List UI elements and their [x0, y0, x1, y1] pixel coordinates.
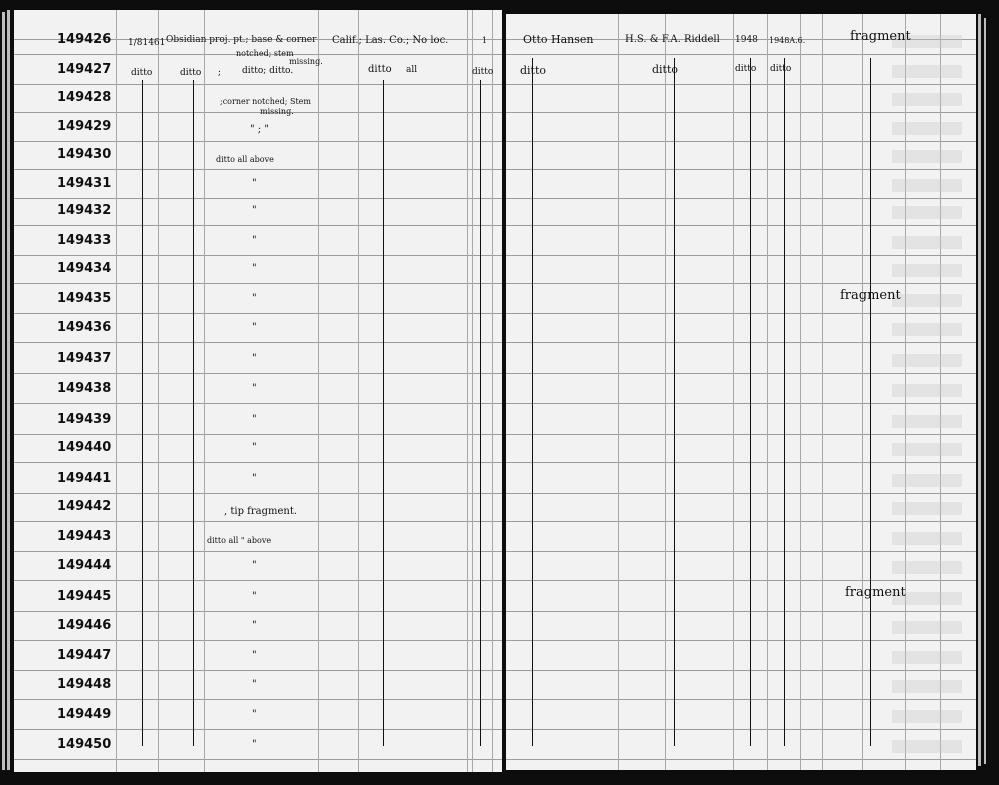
remarks: fragment	[845, 585, 906, 600]
bleed-through-mark	[892, 740, 962, 753]
column-rule	[733, 14, 734, 770]
column-rule	[318, 10, 319, 772]
bleed-through-mark	[892, 122, 962, 135]
row-rule	[14, 283, 502, 284]
bleed-through-mark	[892, 680, 962, 693]
quantity: ditto	[472, 67, 494, 77]
ditto-stroke	[532, 58, 533, 746]
ditto-mark: "	[252, 560, 257, 571]
column-rule	[116, 10, 117, 772]
catalog-number: 149445	[57, 589, 112, 604]
object-description: " ; "	[250, 124, 269, 135]
ditto-mark: "	[252, 293, 257, 304]
object-description: ditto all " above	[207, 536, 272, 545]
right-page-edge	[984, 18, 986, 764]
right-page-edge	[978, 14, 981, 766]
catalog-number: 149443	[57, 529, 112, 544]
bleed-through-mark	[892, 294, 962, 307]
object-description: , tip fragment.	[224, 506, 298, 517]
bleed-through-mark	[892, 651, 962, 664]
bleed-through-mark	[892, 93, 962, 106]
row-rule	[14, 434, 502, 435]
ditto-stroke	[193, 80, 194, 746]
object-description: ;	[218, 68, 222, 78]
catalog-number: 149449	[57, 707, 112, 722]
column-rule	[358, 10, 359, 772]
left-page-edge	[2, 12, 5, 770]
catalog-number: 149446	[57, 618, 112, 633]
row-rule	[14, 729, 502, 730]
quantity: 1	[482, 36, 488, 45]
row-rule	[14, 493, 502, 494]
catalog-number: 149437	[57, 351, 112, 366]
remarks: fragment	[840, 288, 901, 303]
locality: Calif.; Las. Co.; No loc.	[332, 35, 449, 46]
catalog-number: 149441	[57, 471, 112, 486]
catalog-number: 149436	[57, 320, 112, 335]
ditto-stroke	[674, 58, 675, 746]
bleed-through-mark	[892, 474, 962, 487]
donor: ditto	[652, 63, 679, 76]
row-rule	[14, 313, 502, 314]
remarks: fragment	[850, 29, 911, 44]
row-rule	[14, 551, 502, 552]
ditto-mark: "	[252, 650, 257, 661]
object-description: ;corner notched; Stem	[220, 97, 311, 106]
catalog-number: 149442	[57, 499, 112, 514]
catalog-number: 149427	[57, 62, 112, 77]
column-rule	[158, 10, 159, 772]
column-rule	[204, 10, 205, 772]
right-page	[506, 14, 976, 770]
catalog-number: 149444	[57, 558, 112, 573]
catalog-number: 149433	[57, 233, 112, 248]
ditto-mark: "	[252, 353, 257, 364]
object-description: ditto; ditto.	[242, 66, 294, 76]
catalog-number: 149429	[57, 119, 112, 134]
row-rule	[14, 225, 502, 226]
bleed-through-mark	[892, 502, 962, 515]
bleed-through-mark	[892, 150, 962, 163]
catalog-number: 149430	[57, 147, 112, 162]
left-page-edge	[7, 10, 10, 770]
catalog-number: 149438	[57, 381, 112, 396]
ditto-stroke	[480, 80, 481, 746]
row-rule	[14, 403, 502, 404]
bleed-through-mark	[892, 236, 962, 249]
ditto-stroke	[383, 80, 384, 746]
row-rule	[14, 521, 502, 522]
row-rule	[14, 198, 502, 199]
ditto-stroke	[142, 80, 143, 746]
row-rule	[14, 112, 502, 113]
ditto-mark: "	[252, 205, 257, 216]
collector: Otto Hansen	[523, 33, 594, 46]
accession-number: 1/81461	[128, 38, 166, 48]
ditto-stroke	[784, 58, 785, 746]
ditto-mark: "	[252, 679, 257, 690]
bleed-through-mark	[892, 323, 962, 336]
column-rule	[472, 10, 473, 772]
row-rule	[14, 699, 502, 700]
bleed-through-mark	[892, 621, 962, 634]
column-rule	[862, 14, 863, 770]
catalog-number: 149440	[57, 440, 112, 455]
column-rule	[822, 14, 823, 770]
column-rule	[767, 14, 768, 770]
column-rule	[492, 10, 493, 772]
bleed-through-mark	[892, 561, 962, 574]
donor: H.S. & F.A. Riddell	[625, 34, 720, 45]
column-rule	[800, 14, 801, 770]
ditto-stroke	[870, 58, 871, 746]
bleed-through-mark	[892, 532, 962, 545]
locality: ditto	[368, 64, 392, 75]
row-rule	[14, 373, 502, 374]
column-rule	[618, 14, 619, 770]
column-rule	[467, 10, 468, 772]
object-description: ditto all above	[216, 155, 274, 164]
accession-code: 1948A.6.	[769, 36, 806, 45]
row-rule	[14, 759, 502, 760]
catalog-number: 149432	[57, 203, 112, 218]
bleed-through-mark	[892, 415, 962, 428]
catalog-number: 149450	[57, 737, 112, 752]
bleed-through-mark	[892, 206, 962, 219]
bleed-through-mark	[892, 264, 962, 277]
bleed-through-mark	[892, 354, 962, 367]
catalog-number: 149435	[57, 291, 112, 306]
catalog-number: 149439	[57, 412, 112, 427]
catalog-number: 149431	[57, 176, 112, 191]
ditto-mark: "	[252, 383, 257, 394]
year: 1948	[735, 35, 758, 45]
object-description: missing.	[260, 107, 294, 116]
ditto-mark: "	[252, 709, 257, 720]
row-rule	[14, 169, 502, 170]
bleed-through-mark	[892, 65, 962, 78]
bleed-through-mark	[892, 443, 962, 456]
row-rule	[14, 141, 502, 142]
row-rule	[14, 255, 502, 256]
object-description: missing.	[289, 57, 323, 66]
locality: all	[406, 65, 418, 75]
ditto-mark: "	[252, 739, 257, 750]
row-rule	[14, 640, 502, 641]
ditto-mark: "	[252, 322, 257, 333]
ditto-mark: "	[252, 620, 257, 631]
catalog-number: 149434	[57, 261, 112, 276]
collector: ditto	[520, 64, 547, 77]
left-page	[14, 10, 502, 772]
row-rule	[14, 342, 502, 343]
catalog-number: 149448	[57, 677, 112, 692]
ditto-mark: "	[252, 414, 257, 425]
year: ditto	[735, 64, 757, 74]
ditto-mark: "	[252, 591, 257, 602]
object-description: ditto	[180, 68, 202, 78]
ditto-mark: "	[252, 442, 257, 453]
column-rule	[665, 14, 666, 770]
bleed-through-mark	[892, 384, 962, 397]
object-description: Obsidian proj. pt.; base & corner	[166, 35, 317, 45]
catalog-number: 149426	[57, 32, 112, 47]
object-description: notched; stem	[236, 49, 294, 58]
row-rule	[14, 611, 502, 612]
ditto-mark: "	[252, 473, 257, 484]
accession-number: ditto	[131, 68, 153, 78]
row-rule	[14, 670, 502, 671]
row-rule	[14, 84, 502, 85]
ditto-stroke	[750, 58, 751, 746]
bleed-through-mark	[892, 179, 962, 192]
ditto-mark: "	[252, 235, 257, 246]
ditto-mark: "	[252, 178, 257, 189]
ditto-mark: "	[252, 263, 257, 274]
bleed-through-mark	[892, 710, 962, 723]
catalog-number: 149428	[57, 90, 112, 105]
row-rule	[14, 462, 502, 463]
accession-code: ditto	[770, 64, 792, 74]
row-rule	[14, 580, 502, 581]
catalog-number: 149447	[57, 648, 112, 663]
